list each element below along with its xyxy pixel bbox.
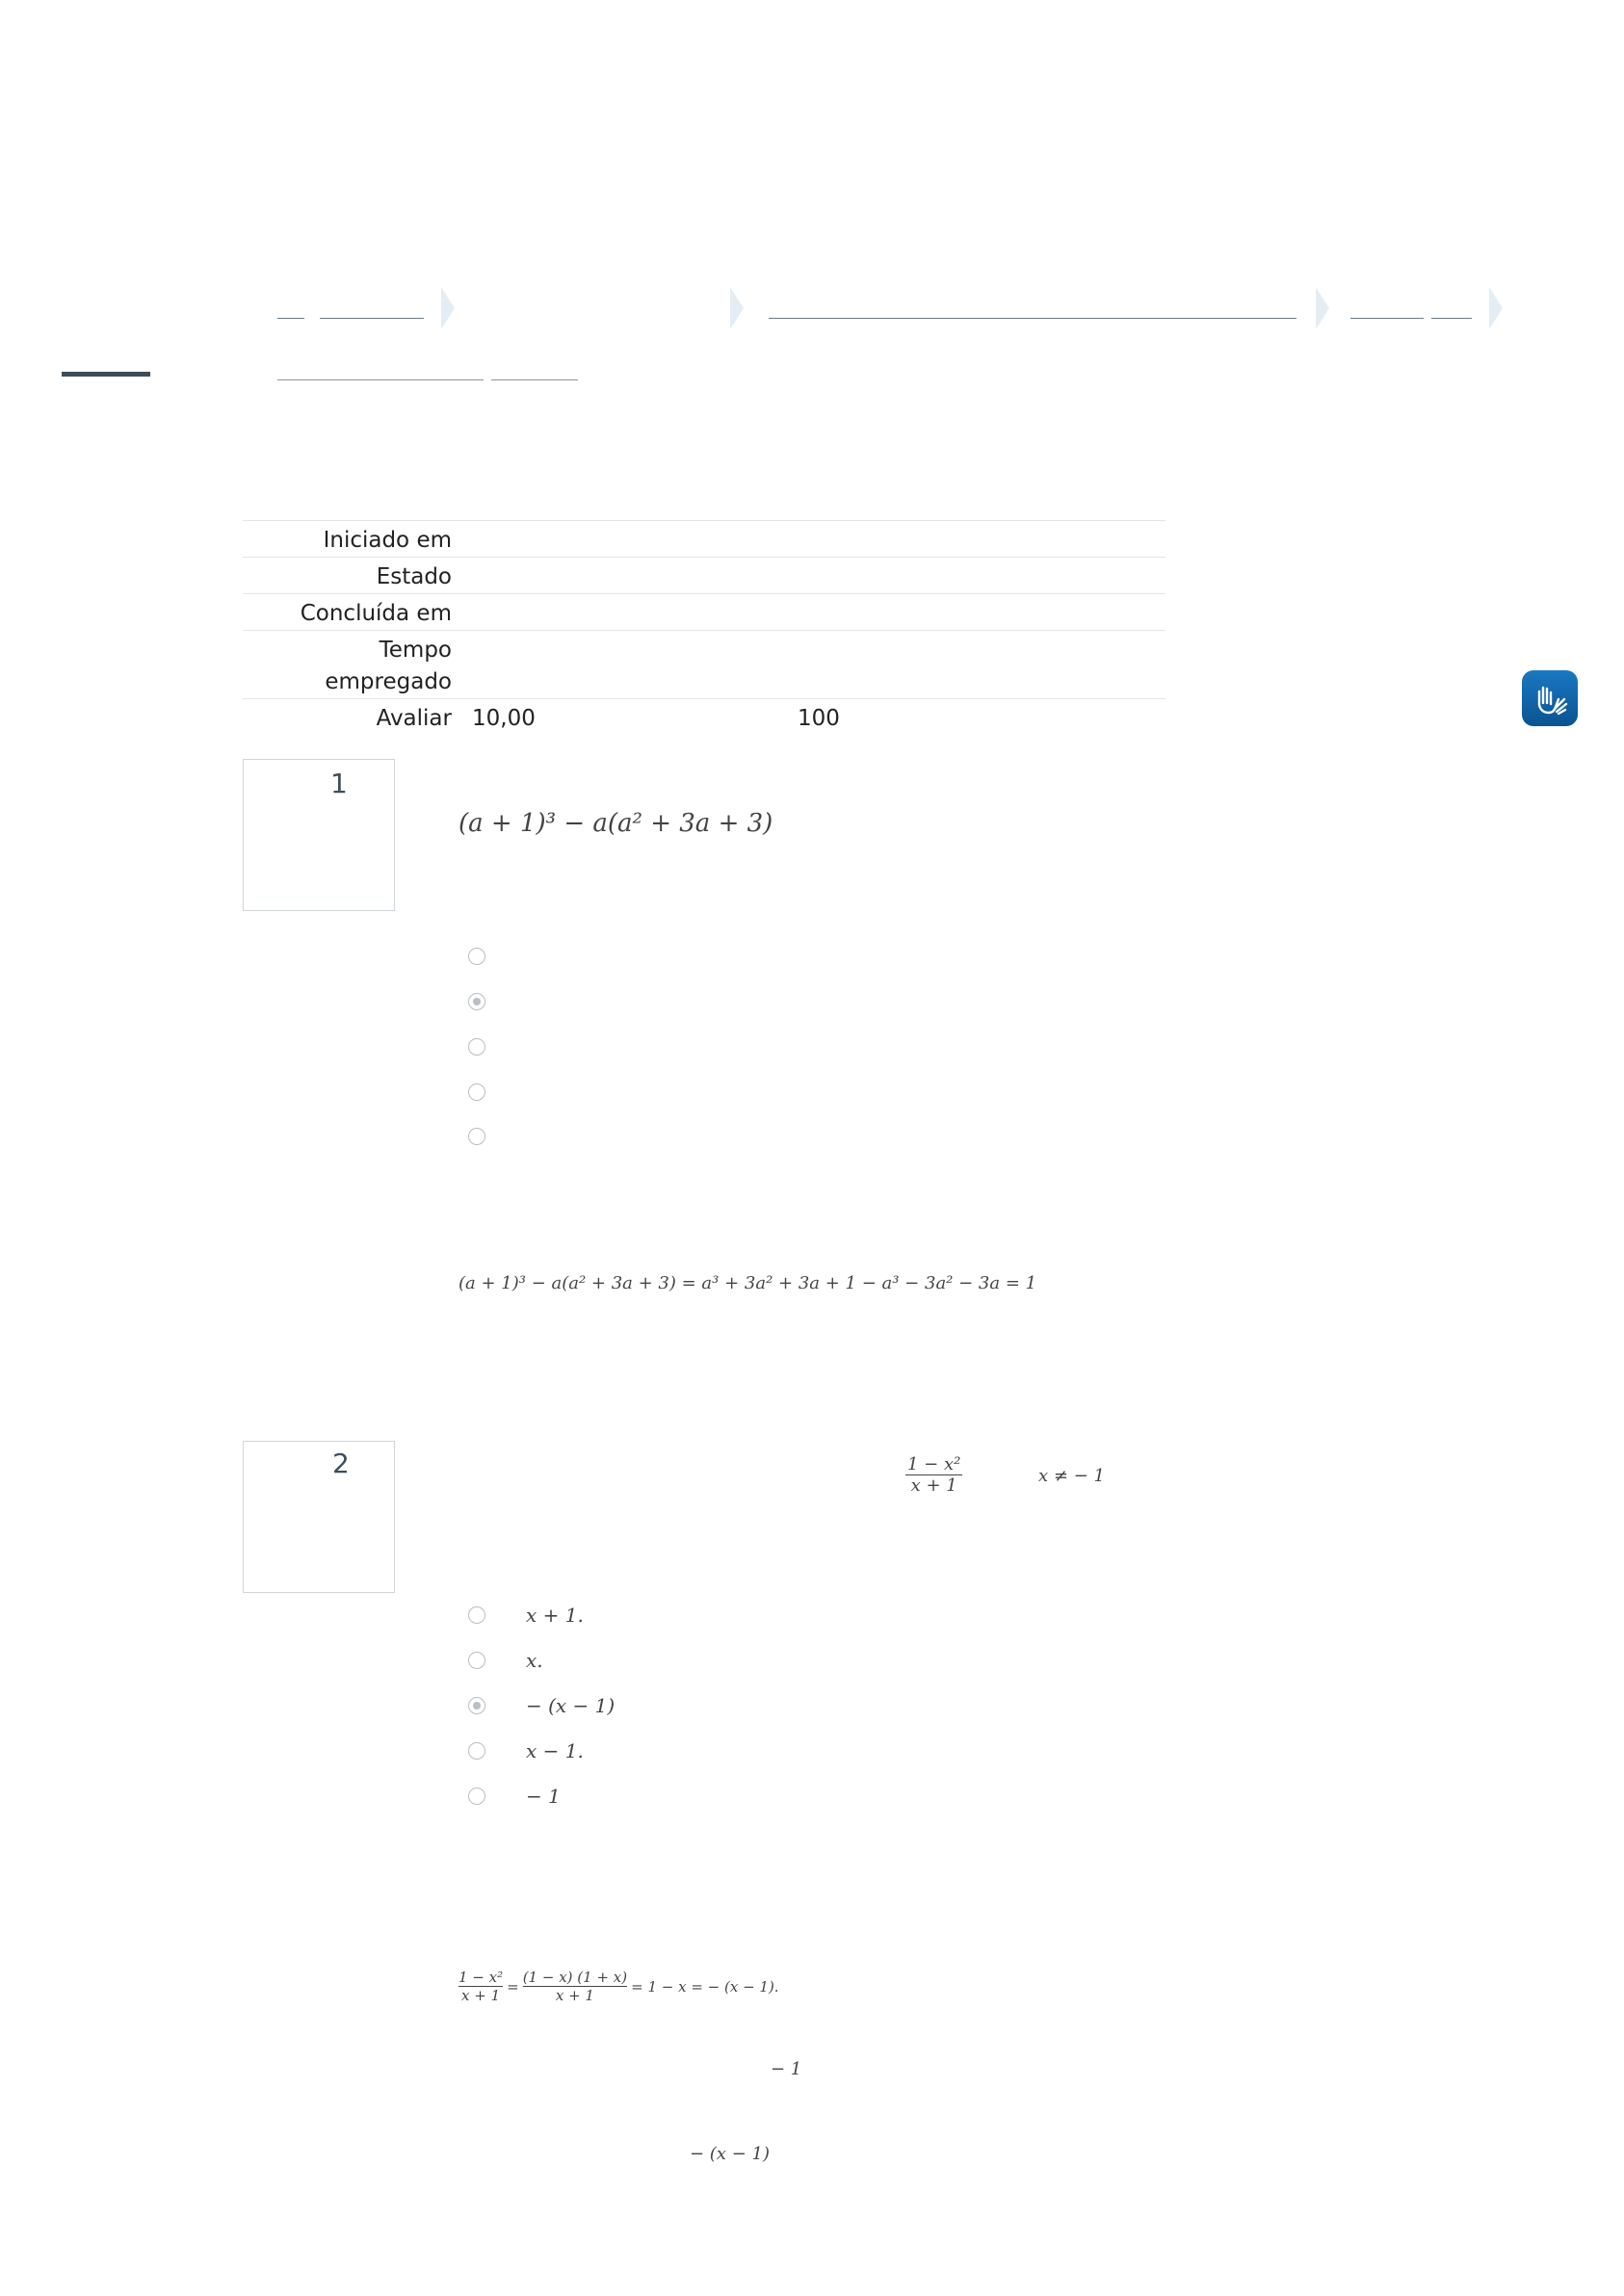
answer-radio[interactable]: [468, 1606, 485, 1624]
grade-value: 10,00: [472, 706, 536, 731]
fraction-denominator: x + 1: [461, 1987, 501, 2004]
answer-option-label: x + 1.: [526, 1604, 584, 1627]
solution-fraction-mid: [523, 1969, 627, 2004]
fraction-numerator: 1 − x²: [907, 1454, 961, 1474]
breadcrumb-item-review[interactable]: [1431, 318, 1472, 319]
question-number: 2: [332, 1448, 350, 1479]
question-info-box: [243, 759, 395, 911]
page-title-link[interactable]: [277, 379, 484, 380]
breadcrumb-item-home[interactable]: [277, 318, 304, 319]
breadcrumb-item-activity[interactable]: [769, 318, 1297, 319]
breadcrumb-chevron-icon: [1316, 287, 1329, 329]
answer-option-label: x − 1.: [526, 1739, 584, 1762]
accessibility-button[interactable]: [1522, 670, 1578, 726]
fraction-numerator: 1 − x²: [458, 1969, 504, 1986]
page-title-link-2[interactable]: [491, 379, 578, 380]
answer-radio[interactable]: [468, 1787, 485, 1805]
summary-label: Iniciado em: [323, 528, 452, 553]
question-condition: x ≠ − 1: [1038, 1466, 1105, 1486]
breadcrumb-chevron-icon: [1489, 287, 1503, 329]
solution-rest: = 1 − x = − (x − 1).: [631, 1977, 779, 1996]
grade-max: 100: [798, 706, 840, 731]
summary-row-grade: [243, 698, 1166, 738]
summary-row-state: [243, 557, 1166, 593]
breadcrumb-chevron-icon: [730, 287, 744, 329]
answer-radio-selected[interactable]: [468, 1697, 485, 1714]
summary-label: empregado: [325, 669, 452, 694]
solution-note-value: − 1: [771, 2059, 802, 2079]
answer-radio[interactable]: [468, 1038, 485, 1056]
answer-radio[interactable]: [468, 948, 485, 965]
section-indicator: [62, 372, 150, 377]
solution-formula: (a + 1)³ − a(a² + 3a + 3) = a³ + 3a² + 3a + 1 − a³ − 3a² − 3a = 1: [458, 1273, 1037, 1293]
fraction-numerator: (1 − x) (1 + x): [522, 1969, 628, 1986]
question-info-box: [243, 1441, 395, 1593]
question-statement: (a + 1)³ − a(a² + 3a + 3): [458, 809, 773, 838]
summary-row-completed: [243, 593, 1166, 630]
breadcrumb-item-quiz[interactable]: [1350, 318, 1424, 319]
summary-label: Tempo: [379, 638, 452, 663]
hand-sign-language-icon: [1522, 670, 1578, 726]
answer-option-label: − (x − 1): [526, 1694, 616, 1717]
summary-row-started: [243, 520, 1166, 557]
answer-radio[interactable]: [468, 1652, 485, 1669]
answer-radio-selected[interactable]: [468, 993, 485, 1010]
fraction-denominator: x + 1: [555, 1987, 594, 2004]
summary-label: Avaliar: [376, 706, 452, 731]
summary-row-time: [243, 630, 1166, 698]
solution-formula: $\frac{\text{1 − x²}}{x + 1}$ = $\frac{(1 - x) (1 + x)}{x + 1}$ = 1 − x = − (x − 1).: [458, 1969, 779, 2004]
solution-note-value: − (x − 1): [690, 2144, 770, 2164]
breadcrumb-chevron-icon: [441, 287, 455, 329]
attempt-summary-table: [243, 520, 1166, 738]
breadcrumb-item-course[interactable]: [320, 318, 424, 319]
answer-option-label: x.: [526, 1649, 543, 1672]
answer-radio[interactable]: [468, 1083, 485, 1101]
answer-option-label: − 1: [526, 1785, 561, 1808]
summary-label: Concluída em: [300, 601, 452, 626]
question-number: 1: [330, 768, 348, 799]
answer-radio[interactable]: [468, 1742, 485, 1760]
question-fraction: [905, 1454, 962, 1496]
solution-fraction-left: [458, 1969, 503, 2004]
answer-radio[interactable]: [468, 1128, 485, 1145]
summary-label: Estado: [376, 564, 452, 589]
fraction-denominator: x + 1: [910, 1475, 957, 1496]
